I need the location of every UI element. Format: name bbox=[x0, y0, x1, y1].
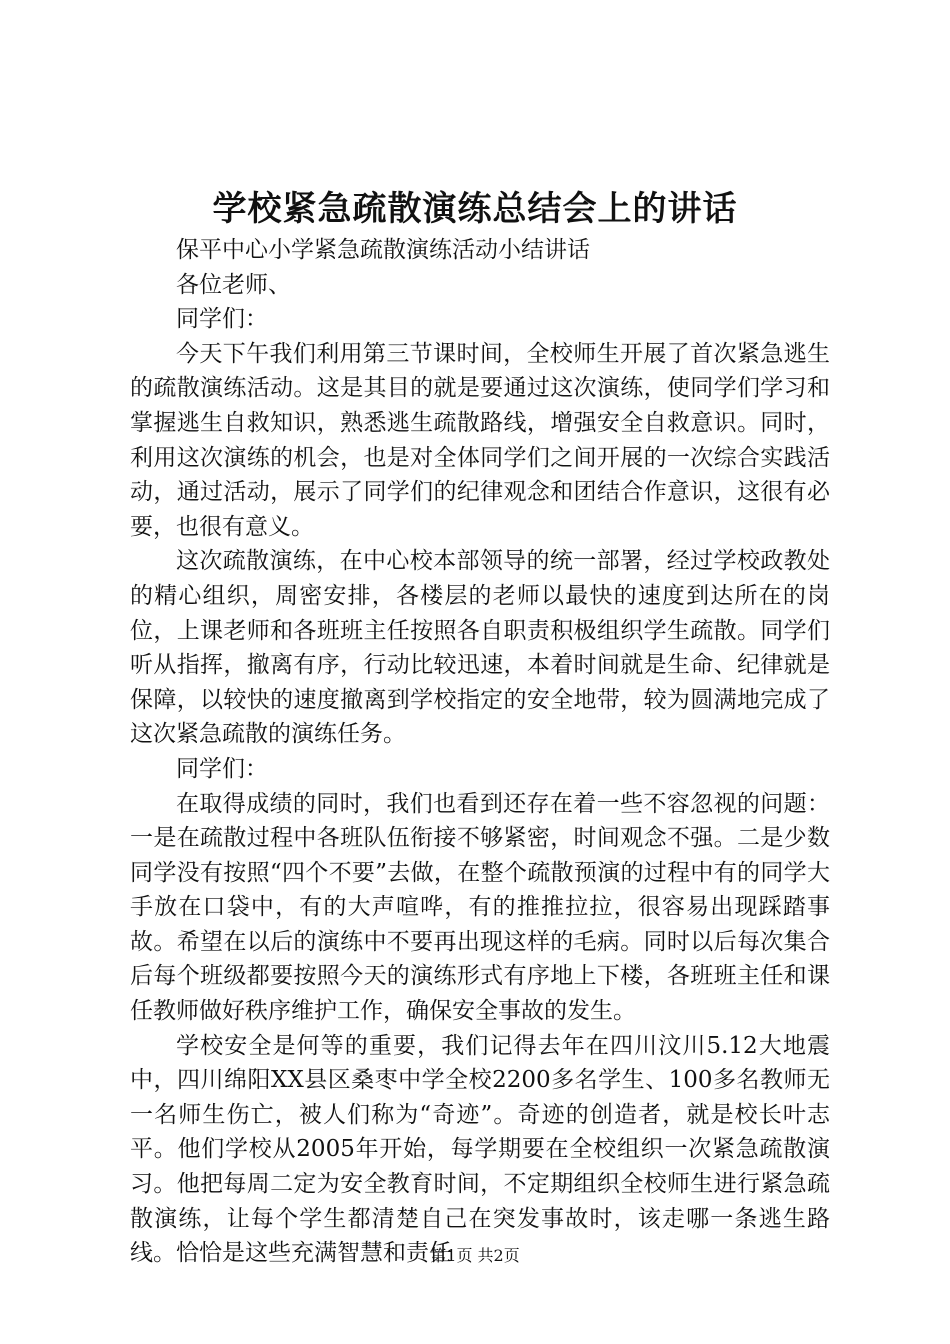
body-paragraph: 今天下午我们利用第三节课时间，全校师生开展了首次紧急逃生的疏散演练活动。这是其目的就是要通过这次演练，使同学们学习和掌握逃生自救知识，熟悉逃生疏散路线，增强安全自救意识。同时，利用这次演练的机会，也是对全体同学们之间开展的一次综合实践活动，通过活动，展示了同学们的纪律观念和团结合作意识，这很有必要，也很有意义。 bbox=[130, 340, 830, 540]
salutation-students: 同学们： bbox=[176, 306, 268, 333]
body-paragraph: 这次疏散演练，在中心校本部领导的统一部署，经过学校政教处的精心组织，周密安排，各楼层的老师以最快的速度到达所在的岗位，上课老师和各班班主任按照各自职责积极组织学生疏散。同学们听从指挥，撤离有序，行动比较迅速，本着时间就是生命、纪律就是保障，以较快的速度撤离到学校指定的安全地带，较为圆满地完成了这次紧急疏散的演练任务。 bbox=[130, 548, 830, 748]
salutation-teachers: 各位老师、 bbox=[176, 271, 291, 298]
document-title: 学校紧急疏散演练总结会上的讲话 bbox=[212, 189, 738, 229]
speech-subtitle: 保平中心小学紧急疏散演练活动小结讲话 bbox=[176, 237, 590, 263]
page-footer: 第1页 共2页 bbox=[430, 1246, 520, 1265]
document-body bbox=[130, 233, 830, 1271]
body-paragraph: 学校安全是何等的重要，我们记得去年在四川汶川5.12大地震中，四川绵阳XX县区桑枣中学全校2200多名学生、100多名教师无一名师生伤亡，被人们称为“奇迹”。奇迹的创造者，就是校长叶志平。他们学校从2005年开始，每学期要在全校组织一次紧急疏散演习。他把每周二定为安全教育时间，不定期组织全校师生进行紧急疏散演练，让每个学生都清楚自己在突发事故时，该走哪一条逃生路线。恰恰是这些充满智慧和责任 bbox=[130, 1032, 830, 1267]
salutation-students: 同学们： bbox=[176, 755, 268, 782]
body-paragraph: 在取得成绩的同时，我们也看到还存在着一些不容忽视的问题：一是在疏散过程中各班队伍衔接不够紧密，时间观念不强。二是少数同学没有按照“四个不要”去做，在整个疏散预演的过程中有的同学大手放在口袋中，有的大声喧哗，有的推推拉拉，很容易出现踩踏事故。希望在以后的演练中不要再出现这样的毛病。同时以后每次集合后每个班级都要按照今天的演练形式有序地上下楼，各班班主任和课任教师做好秩序维护工作，确保安全事故的发生。 bbox=[130, 790, 830, 1025]
